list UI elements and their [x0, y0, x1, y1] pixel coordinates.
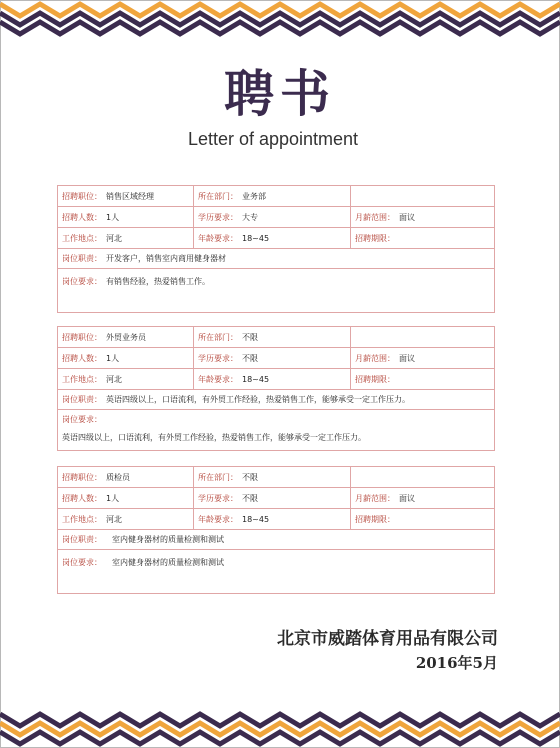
count-value: 1人	[106, 212, 120, 222]
department-value: 不限	[242, 332, 258, 342]
page-subtitle: Letter of appointment	[187, 129, 359, 149]
deadline-label: 招聘期限：	[355, 233, 395, 243]
duties-label: 岗位职责：	[62, 534, 102, 544]
requirements-value: 室内健身器材的质量检测和测试	[112, 557, 224, 567]
department-value: 不限	[242, 472, 258, 482]
table-row	[58, 369, 494, 390]
department-label: 所在部门：	[198, 332, 238, 342]
location-label: 工作地点：	[62, 514, 102, 524]
page-title: 聘书	[224, 64, 336, 123]
count-value: 1人	[106, 493, 120, 503]
position-label: 招聘职位：	[62, 191, 102, 201]
age-value: 18~45	[242, 233, 270, 243]
count-label: 招聘人数：	[62, 212, 102, 222]
department-label: 所在部门：	[198, 472, 238, 482]
requirements-block	[58, 553, 494, 593]
requirements-block	[58, 410, 494, 450]
top-chevron-decoration	[0, 0, 560, 42]
table-row	[58, 186, 494, 207]
count-value: 1人	[106, 353, 120, 363]
duties-value: 英语四级以上，口语流利，有外贸工作经验，热爱销售工作，能够承受一定工作压力。	[106, 394, 410, 404]
location-value: 河北	[106, 233, 122, 243]
requirements-label: 岗位要求：	[62, 557, 102, 567]
duties-label: 岗位职责：	[62, 253, 102, 263]
salary-value: 面议	[399, 212, 415, 222]
issue-date: 2016年5月	[415, 654, 498, 672]
company-name: 北京市威踏体育用品有限公司	[277, 629, 498, 649]
job-table	[57, 185, 495, 313]
age-value: 18~45	[242, 374, 270, 384]
location-value: 河北	[106, 514, 122, 524]
table-row	[58, 488, 494, 509]
education-value: 不限	[242, 353, 258, 363]
position-label: 招聘职位：	[62, 472, 102, 482]
deadline-label: 招聘期限：	[355, 514, 395, 524]
location-label: 工作地点：	[62, 233, 102, 243]
duties-block	[58, 530, 494, 550]
salary-label: 月薪范围：	[355, 353, 395, 363]
age-label: 年龄要求：	[198, 374, 238, 384]
count-label: 招聘人数：	[62, 493, 102, 503]
requirements-value: 英语四级以上，口语流利，有外贸工作经验，热爱销售工作，能够承受一定工作压力。	[62, 432, 366, 442]
salary-label: 月薪范围：	[355, 212, 395, 222]
salary-label: 月薪范围：	[355, 493, 395, 503]
location-label: 工作地点：	[62, 374, 102, 384]
job-table	[57, 326, 495, 451]
education-value: 大专	[242, 212, 258, 222]
position-label: 招聘职位：	[62, 332, 102, 342]
requirements-label: 岗位要求：	[62, 414, 102, 424]
table-row	[58, 228, 494, 249]
deadline-label: 招聘期限：	[355, 374, 395, 384]
bottom-chevron-decoration	[0, 706, 560, 748]
education-label: 学历要求：	[198, 353, 238, 363]
requirements-block	[58, 272, 494, 312]
requirements-value: 有销售经验，热爱销售工作。	[106, 276, 210, 286]
position-value: 质检员	[106, 472, 130, 482]
position-value: 销售区域经理	[106, 191, 154, 201]
age-value: 18~45	[242, 514, 270, 524]
education-value: 不限	[242, 493, 258, 503]
education-label: 学历要求：	[198, 212, 238, 222]
department-value: 业务部	[242, 191, 266, 201]
table-row	[58, 327, 494, 348]
education-label: 学历要求：	[198, 493, 238, 503]
duties-value: 室内健身器材的质量检测和测试	[112, 534, 224, 544]
count-label: 招聘人数：	[62, 353, 102, 363]
duties-label: 岗位职责：	[62, 394, 102, 404]
table-row	[58, 467, 494, 488]
location-value: 河北	[106, 374, 122, 384]
duties-value: 开发客户，销售室内商用健身器材	[106, 253, 226, 263]
duties-block	[58, 390, 494, 410]
table-row	[58, 348, 494, 369]
age-label: 年龄要求：	[198, 514, 238, 524]
job-table	[57, 466, 495, 594]
table-row	[58, 207, 494, 228]
table-row	[58, 509, 494, 530]
salary-value: 面议	[399, 493, 415, 503]
salary-value: 面议	[399, 353, 415, 363]
position-value: 外贸业务员	[106, 332, 146, 342]
age-label: 年龄要求：	[198, 233, 238, 243]
department-label: 所在部门：	[198, 191, 238, 201]
requirements-label: 岗位要求：	[62, 276, 102, 286]
duties-block	[58, 249, 494, 269]
